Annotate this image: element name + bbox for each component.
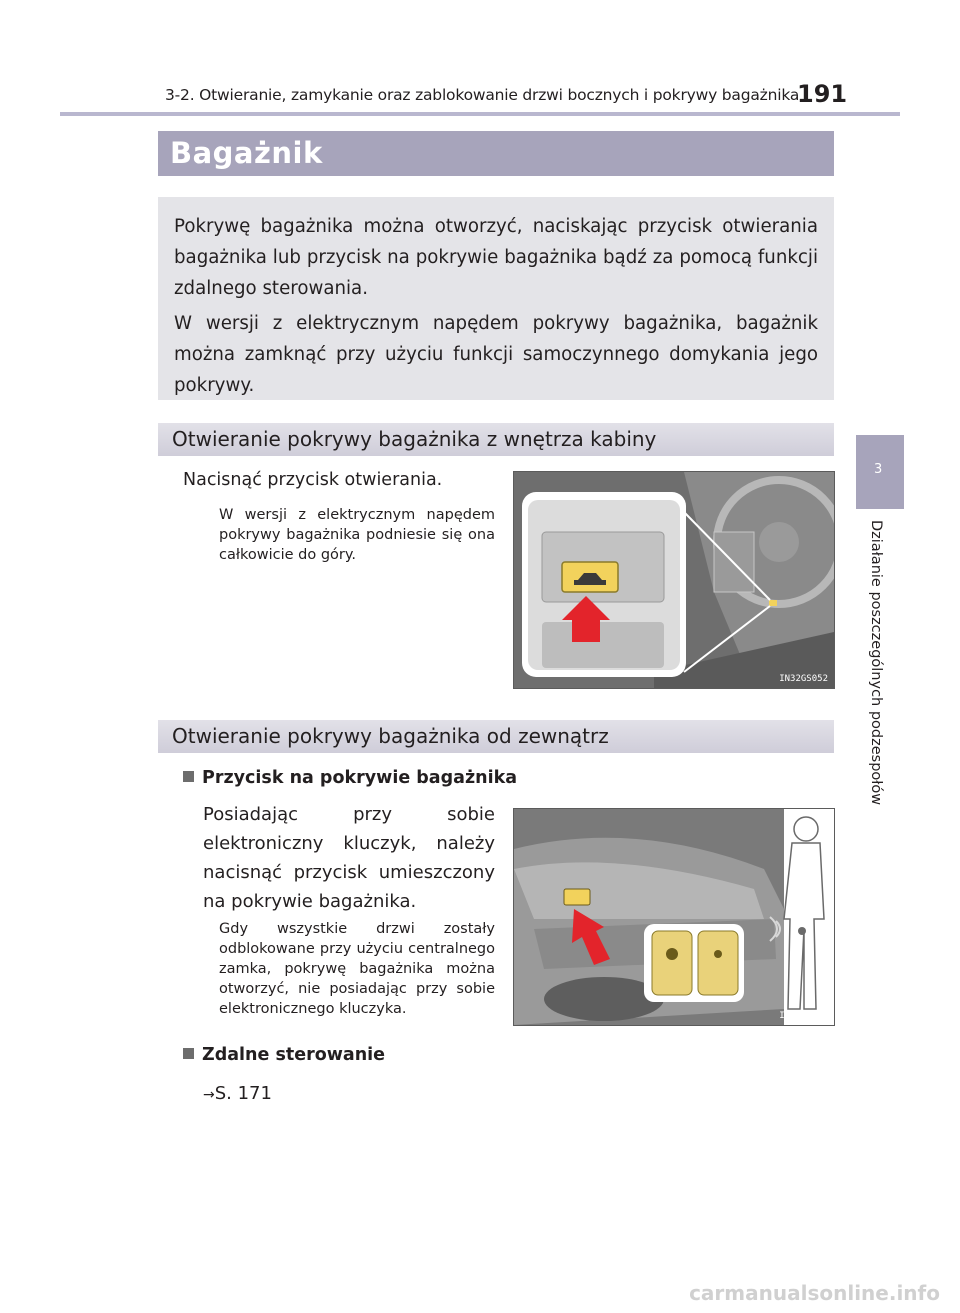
figure-code-2: IN32GS057 — [779, 1011, 828, 1021]
page-number: 191 — [797, 80, 848, 108]
chapter-number: 3 — [874, 462, 883, 477]
bullet-trunk-button — [183, 768, 517, 788]
intro-box — [158, 197, 834, 400]
section-heading-interior: Otwieranie pokrywy bagażnika z wnętrza kabiny — [172, 427, 657, 451]
figure-code-1: IN32GS052 — [779, 674, 828, 684]
bullet-square-icon — [183, 771, 194, 782]
bullet-trunk-button-title: Przycisk na pokrywie bagażnika — [202, 768, 518, 788]
bullet-remote-control-title: Zdalne sterowanie — [202, 1045, 386, 1065]
interior-illustration — [514, 472, 834, 688]
bullet-remote-control — [183, 1045, 385, 1065]
note-central-locking: Gdy wszystkie drzwi zostały odblokowane przy użyciu centralnego zamka, pokrywę bagażnika można otworzyć, nie posiadając przy sobie elektronicznego kluczyka. — [219, 921, 495, 1017]
instruction-press-button: Nacisnąć przycisk otwierania. — [183, 470, 443, 490]
figure-interior-button — [513, 471, 835, 689]
intro-paragraph-1: Pokrywę bagażnika można otworzyć, naciskając przycisk otwierania bagażnika lub przycisk na pokrywie bagażnika bądź za pomocą funkcji zdalnego sterowania. — [174, 216, 818, 299]
running-header: 3-2. Otwieranie, zamykanie oraz zablokowanie drzwi bocznych i pokrywy bagażnika — [165, 86, 800, 104]
note-power-tailgate: W wersji z elektrycznym napędem pokrywy bagażnika podniesie się ona całkowicie do góry. — [219, 507, 495, 563]
section-heading-exterior: Otwieranie pokrywy bagażnika od zewnątrz — [172, 724, 609, 748]
exterior-illustration — [514, 809, 834, 1025]
watermark: carmanualsonline.info — [689, 1281, 940, 1305]
figure-exterior-button — [513, 808, 835, 1026]
page-title: Bagażnik — [170, 136, 323, 170]
page-reference[interactable] — [203, 1081, 272, 1108]
page-reference-text: S. 171 — [214, 1083, 272, 1104]
trunk-button-text: Posiadając przy sobie elektroniczny kluczyk, należy nacisnąć przycisk umieszczony na pokrywie bagażnika. — [203, 804, 495, 912]
arrow-right-icon: → — [203, 1087, 215, 1103]
chapter-title: Działanie poszczególnych podzespołów — [868, 520, 884, 806]
header-rule — [60, 112, 900, 116]
chapter-title-vertical — [856, 520, 904, 850]
intro-paragraph-2: W wersji z elektrycznym napędem pokrywy bagażnika, bagażnik można zamknąć przy użyciu funkcji samoczynnego domykania jego pokrywy. — [174, 313, 818, 396]
bullet-square-icon — [183, 1048, 194, 1059]
